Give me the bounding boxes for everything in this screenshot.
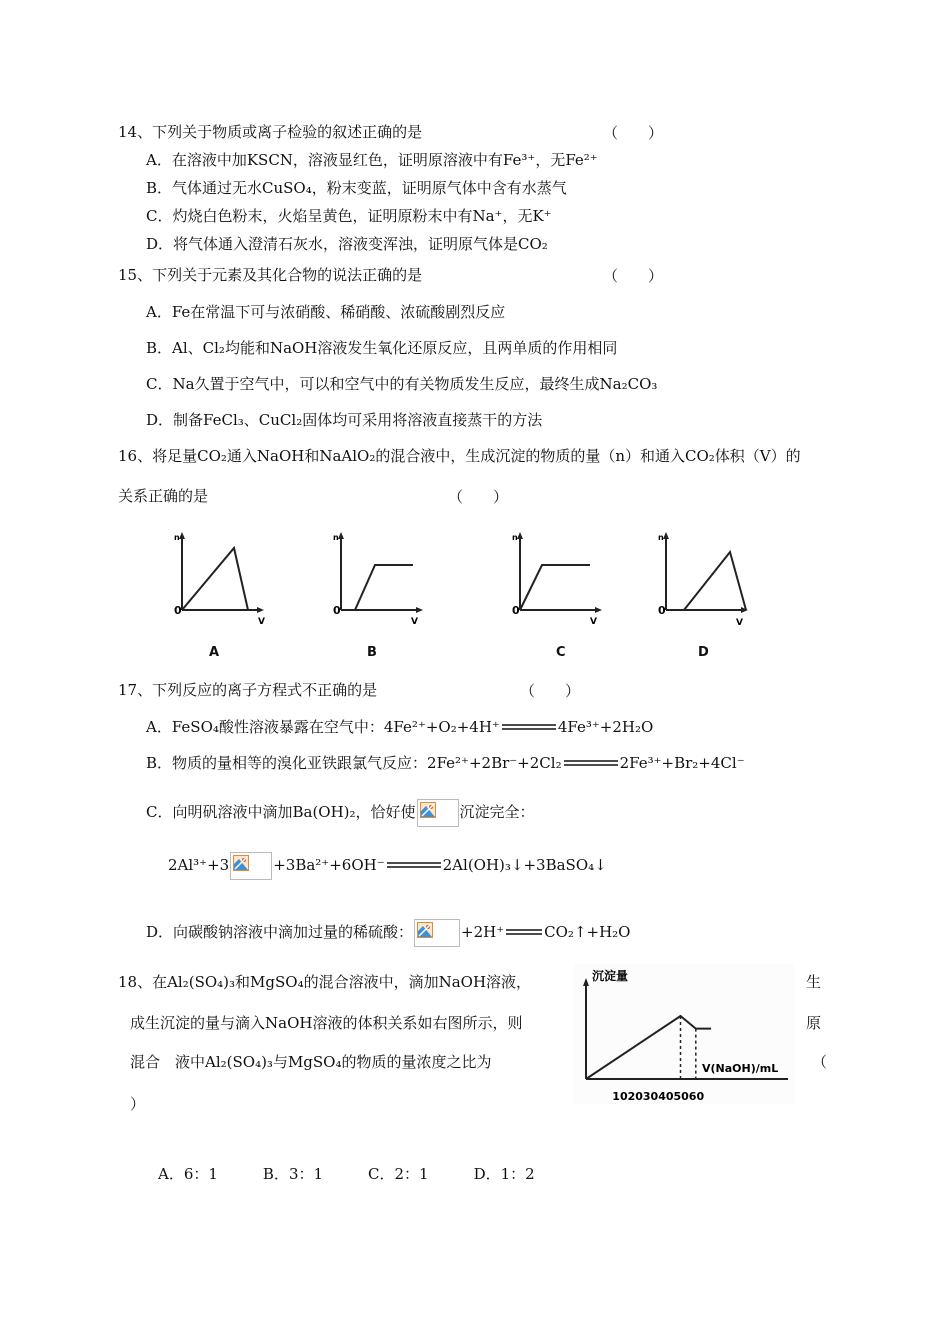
q16-graph-a-xlabel: V (258, 617, 265, 627)
q17-b-right: 2Fe³⁺+Br₂+4Cl⁻ (619, 754, 745, 772)
q14-option-d: D．将气体通入澄清石灰水，溶液变浑浊，证明原气体是CO₂ (146, 235, 548, 253)
q14-stem: 14、下列关于物质或离子检验的叙述正确的是 (118, 123, 423, 141)
q14-option-b: B．气体通过无水CuSO₄，粉末变蓝，证明原气体中含有水蒸气 (146, 179, 567, 197)
q16-stem-cont: 关系正确的是 (118, 487, 209, 505)
q17-d-mid: +2H⁺ (461, 923, 505, 941)
q17-c2-right: 2Al(OH)₃↓+3BaSO₄↓ (442, 856, 607, 874)
q16-graph-b-xlabel: V (411, 617, 418, 627)
q18-x-tick-label: 30 (642, 1090, 659, 1103)
q15-option-b: B．Al、Cl₂均能和NaOH溶液发生氧化还原反应，且两单质的作用相同 (146, 339, 618, 357)
q16-graph-d (650, 530, 750, 630)
q17-c-left: C．向明矾溶液中滴加Ba(OH)₂，恰好使 (146, 803, 416, 821)
broken-image-icon (417, 799, 459, 827)
q16-graph-a-ylabel: n (174, 533, 180, 542)
q18-x-tick-label: 40 (658, 1090, 674, 1103)
q17-c-right: 沉淀完全： (459, 803, 535, 821)
q17-a-right: 4Fe³⁺+2H₂O (557, 718, 654, 736)
q18-line3: 混合 液中Al₂(SO₄)₃与MgSO₄的物质的量浓度之比为 (130, 1053, 492, 1071)
q16-graph-c-label: C (556, 645, 566, 660)
q16-graph-d-xlabel: V (736, 618, 743, 628)
q15-answer-paren: （ ） (603, 267, 664, 285)
q18-precipitate-chart (574, 964, 794, 1104)
q17-c2-left: 2Al³⁺+3 (168, 856, 230, 874)
q18-line1-end: 生 (806, 973, 822, 991)
q16-graph-a (166, 530, 266, 630)
q18-line1: 18、在Al₂(SO₄)₃和MgSO₄的混合溶液中，滴加NaOH溶液， (118, 973, 532, 991)
q16-graph-b (325, 530, 425, 630)
q16-graph-b-ylabel: n (333, 533, 339, 542)
q16-answer-paren: （ ） (448, 488, 509, 506)
q18-x-tick-label: 10 (612, 1090, 628, 1103)
q14-option-c: C．灼烧白色粉末，火焰呈黄色，证明原粉末中有Na⁺，无K⁺ (146, 207, 552, 225)
q15-option-d: D．制备FeCl₃、CuCl₂固体均可采用将溶液直接蒸干的方法 (146, 411, 543, 429)
q16-graph-d-origin: 0 (658, 604, 666, 617)
q18-y-label: 沉淀量 (592, 969, 629, 983)
q16-graph-a-origin: 0 (174, 604, 182, 617)
q16-graph-c-origin: 0 (512, 604, 520, 617)
q16-graph-d-label: D (698, 645, 709, 660)
q17-d-left: D．向碳酸钠溶液中滴加过量的稀硫酸： (146, 923, 414, 941)
q16-graph-b-origin: 0 (333, 604, 341, 617)
equals-sign-icon (385, 856, 443, 874)
q16-graph-d-ylabel: n (658, 533, 664, 542)
q18-x-tick-label: 50 (673, 1090, 689, 1103)
equals-sign-icon (504, 923, 544, 941)
q18-options: A．6：1 B．3：1 C．2：1 D．1：2 (158, 1165, 535, 1183)
q15-option-a: A．Fe在常温下可与浓硝酸、稀硝酸、浓硫酸剧烈反应 (146, 303, 506, 321)
q17-c2-mid: +3Ba²⁺+6OH⁻ (273, 856, 385, 874)
q14-answer-paren: （ ） (603, 124, 664, 142)
q16-graph-c (504, 530, 604, 630)
q18-line4: ） (130, 1095, 146, 1113)
q17-option-c (146, 797, 535, 827)
q17-option-b (146, 753, 745, 773)
q18-line3-end: （ (812, 1053, 828, 1071)
q17-answer-paren: （ ） (520, 682, 581, 700)
q17-stem: 17、下列反应的离子方程式不正确的是 (118, 681, 378, 699)
q17-option-c-equation (168, 850, 607, 880)
q14-option-a: A．在溶液中加KSCN，溶液显红色，证明原溶液中有Fe³⁺，无Fe²⁺ (146, 151, 598, 169)
q18-x-label: V(NaOH)/mL (702, 1062, 779, 1075)
q15-option-c: C．Na久置于空气中，可以和空气中的有关物质发生反应，最终生成Na₂CO₃ (146, 375, 658, 393)
q17-option-d (146, 917, 630, 947)
equals-sign-icon (500, 718, 558, 736)
q16-graph-a-label: A (209, 645, 220, 660)
q18-x-tick-label: 60 (688, 1090, 705, 1103)
q16-stem: 16、将足量CO₂通入NaOH和NaAlO₂的混合液中，生成沉淀的物质的量（n）和通入CO₂体积（V）的 (118, 447, 801, 465)
q18-line2-end: 原 (806, 1014, 822, 1032)
equals-sign-icon (562, 754, 620, 772)
q15-stem: 15、下列关于元素及其化合物的说法正确的是 (118, 266, 423, 284)
q18-line2: 成生沉淀的量与滴入NaOH溶液的体积关系如右图所示，则 (130, 1014, 523, 1032)
broken-image-icon (414, 919, 460, 947)
q17-d-right: CO₂↑+H₂O (544, 923, 631, 941)
broken-image-icon (230, 852, 272, 880)
q18-x-tick-label: 20 (627, 1090, 643, 1103)
q17-b-left: B．物质的量相等的溴化亚铁跟氯气反应：2Fe²⁺+2Br⁻+2Cl₂ (146, 754, 562, 772)
q17-option-a (146, 717, 653, 737)
q17-a-left: A．FeSO₄酸性溶液暴露在空气中：4Fe²⁺+O₂+4H⁺ (146, 718, 500, 736)
q16-graph-c-xlabel: V (590, 617, 597, 627)
q16-graph-c-ylabel: n (512, 533, 518, 542)
q16-graph-b-label: B (367, 645, 377, 660)
